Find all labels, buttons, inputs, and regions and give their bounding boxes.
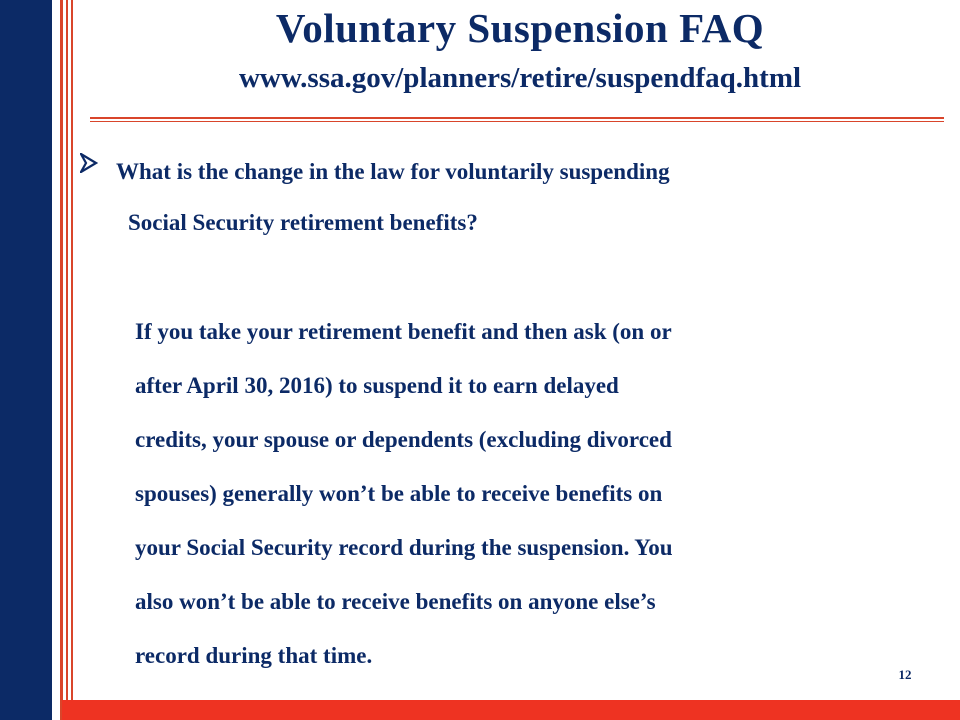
slide-title: Voluntary Suspension FAQ: [275, 5, 765, 51]
faq-question: [116, 146, 916, 248]
title-divider: [90, 117, 944, 119]
faq-answer-line: credits, your spouse or dependents (excluding divorced: [135, 427, 672, 452]
left-red-stripe: [71, 0, 73, 720]
faq-answer-line: record during that time.: [135, 643, 373, 668]
arrow-bullet-icon: [80, 152, 98, 180]
faq-answer: [135, 305, 935, 683]
bottom-red-bar: [62, 700, 960, 720]
faq-answer-line: your Social Security record during the suspension. You: [135, 535, 673, 560]
faq-question-line: Social Security retirement benefits?: [128, 210, 478, 235]
faq-question-line: What is the change in the law for voluntarily suspending: [116, 159, 670, 184]
faq-answer-line: after April 30, 2016) to suspend it to earn delayed: [135, 373, 619, 398]
left-navy-bar: [0, 0, 52, 720]
faq-answer-line: also won’t be able to receive benefits on anyone else’s: [135, 589, 656, 614]
left-red-stripe: [66, 0, 68, 720]
arrow-bullet-icon-svg: [80, 153, 98, 173]
faq-answer-line: If you take your retirement benefit and then ask (on or: [135, 319, 672, 344]
left-red-stripe: [60, 0, 63, 720]
title-divider: [90, 121, 944, 122]
faq-answer-line: spouses) generally won’t be able to receive benefits on: [135, 481, 663, 506]
page-number: 12: [898, 667, 912, 682]
slide-url: www.ssa.gov/planners/retire/suspendfaq.html: [238, 62, 802, 94]
